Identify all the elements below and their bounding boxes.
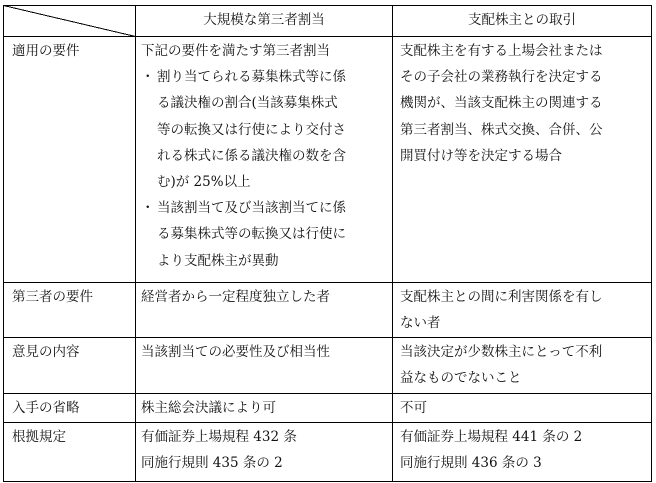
row-label-omission: 入手の省略: [12, 400, 80, 416]
applicable-controlling-line: 開買付け等を決定する場合: [400, 147, 562, 164]
third-party-large-cell: 経営者から一定程度独立した者: [141, 289, 330, 305]
opinion-large-cell: 当該割当ての必要性及び相当性: [141, 344, 330, 360]
applicable-controlling-line: 機関が、当該支配株主の関連する: [400, 95, 603, 112]
bullet-item-2: [141, 195, 346, 274]
header-large-allotment: 大規模な第三者割当: [203, 12, 325, 28]
omission-controlling-cell: 不可: [400, 400, 427, 416]
applicable-controlling-cell: [400, 38, 603, 169]
third-party-controlling-cell: [400, 284, 603, 336]
bullet1-line: る議決権の割合(当該募集株式: [157, 95, 338, 112]
bullet2-line: より支配株主が異動: [157, 252, 279, 269]
row-label-basis: 根拠規定: [12, 429, 66, 445]
bullet1-line: れる株式に係る議決権の数を含: [157, 147, 346, 164]
bullet1-line: む)が 25%以上: [157, 174, 251, 191]
opinion-controlling-cell: [400, 339, 602, 391]
row-label-applicable: 適用の要件: [12, 43, 80, 59]
bullet2-line: 当該割当て及び当該割当てに係: [157, 200, 346, 217]
opinion-controlling-line: 当該決定が少数株主にとって不利: [400, 344, 603, 360]
basis-large-line: 有価証券上場規程 432 条: [141, 429, 297, 445]
row-label-third-party: 第三者の要件: [12, 289, 93, 305]
omission-large-cell: 株主総会決議により可: [141, 400, 276, 416]
third-party-controlling-line: ない者: [400, 315, 441, 332]
basis-large-line: 同施行規則 435 条の 2: [141, 455, 283, 472]
basis-controlling-line: 同施行規則 436 条の 3: [400, 455, 542, 472]
applicable-controlling-line: その子会社の業務執行を決定する: [400, 69, 603, 86]
third-party-controlling-line: 支配株主との間に利害関係を有し: [400, 289, 603, 305]
opinion-controlling-line: 益なものでないこと: [400, 370, 522, 387]
bullet-item-1: [141, 64, 346, 195]
basis-large-cell: [141, 424, 297, 476]
bullet-mark: ・: [141, 200, 155, 217]
header-controlling-shareholder: 支配株主との取引: [468, 12, 576, 28]
basis-controlling-cell: [400, 424, 582, 476]
applicable-controlling-line: 第三者割当、株式交換、合併、公: [400, 121, 603, 138]
applicable-large-intro: 下記の要件を満たす第三者割当: [141, 43, 330, 59]
row-label-opinion: 意見の内容: [12, 344, 80, 360]
basis-controlling-line: 有価証券上場規程 441 条の 2: [400, 429, 583, 445]
applicable-controlling-line: 支配株主を有する上場会社または: [400, 43, 603, 59]
bullet1-line: 等の転換又は行使により交付さ: [157, 121, 346, 138]
bullet2-line: る募集株式等の転換又は行使に: [157, 226, 346, 243]
bullet-mark: ・: [141, 69, 155, 86]
bullet1-line: 割り当てられる募集株式等に係: [157, 69, 346, 86]
applicable-large-cell: [141, 38, 346, 274]
